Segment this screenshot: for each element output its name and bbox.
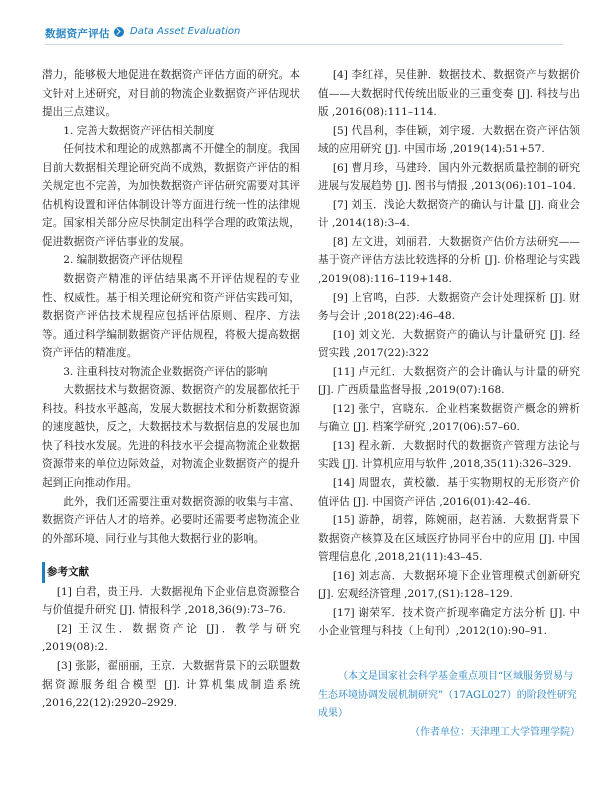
section-heading: 1. 完善大数据资产评估相关制度 — [63, 124, 215, 137]
reference-item: [12] 张宁，宫晓东．企业档案数据资产概念的辨析与确立 [J]. 档案学研究 ,2017(06):57–60. — [318, 402, 580, 434]
section-heading: 3. 注重科技对物流企业数据资产评估的影响 — [63, 365, 268, 378]
reference-item: [11] 卢元红．大数据资产的会计确认与计量的研究 [J]. 广西质量监督导报 ,2019(07):168. — [318, 365, 580, 397]
reference-item: [8] 左文进，刘丽君．大数据资产估价方法研究——基于资产评估方法比较选择的分析 [J]. 价格理论与实践 ,2019(08):116–119+148. — [318, 235, 580, 286]
references-section — [42, 562, 300, 712]
header-divider — [45, 44, 563, 45]
reference-item: [15] 游静，胡蓉，陈婉丽，赵若涵．大数据背景下数据资产核算及在区域医疗协同平台中的应用 [J]. 中国管理信息化 ,2018,21(11):43–45. — [318, 514, 580, 564]
funding-note: （本文是国家社会科学基金重点项目“区域服务贸易与生态环境协调发展机制研究”（17AGL027）的阶段性研究成果） — [318, 671, 577, 719]
reference-item: [9] 上官鸣，白莎．大数据资产会计处理探析 [J]. 财务与会计 ,2018(22):46–48. — [318, 291, 580, 323]
paragraph: 任何技术和理论的成熟都离不开健全的制度。我国目前大数据相关理论研究尚不成熟，数据资产评估的相关规定也不完善，为加快数据资产评估研究需要对其评估机构设置和评估体制设计等方面进行统一性的法律规定。国家相关部分应尽快制定出科学合理的政策法规，促进数据资产评估事业的发展。 — [42, 143, 300, 248]
section-heading: 2. 编制数据资产评估规程 — [63, 254, 183, 267]
reference-item: [4] 李红祥，吴佳翀．数据技术、数据资产与数据价值——大数据时代传统出版业的三重变奏 [J]. 科技与出版 ,2016(08):111–114. — [318, 69, 580, 119]
paragraph: 此外，我们还需要注重对数据资源的收集与丰富、数据资产评估人才的培养。必要时还需要考虑物流企业的外部环境、同行业与其他大数据行业的影响。 — [42, 495, 300, 545]
reference-item: [1] 白君，贵王丹．大数据视角下企业信息资源整合与价值提升研究 [J]. 情报科学 ,2018,36(9):73–76. — [42, 585, 300, 617]
chevron-circle-icon — [114, 27, 124, 37]
journal-section-title: 数据资产评估 — [45, 28, 110, 40]
reference-item: [17] 谢荣军．技术资产折现率确定方法分析 [J]. 中小企业管理与科技（上旬刊）,2012(10):90–91. — [318, 606, 580, 638]
paragraph: 潜力，能够极大地促进在数据资产评估方面的研究。本文针对上述研究，对目前的物流企业数据资产评估现状提出三点建议。 — [42, 69, 300, 119]
reference-item: [13] 程永新．大数据时代的数据资产管理方法论与实践 [J]. 计算机应用与软件 ,2018,35(11):326–329. — [318, 439, 580, 471]
paragraph: 大数据技术与数据资源、数据资产的发展都依托于科技。科技水平越高，发展大数据技术和分析数据资源的速度越快，反之，大数据技术与数据信息的发展也加快了科技水发展。先进的科技水平会提高物流企业数据资源带来的单位边际效益，对物流企业数据资产的提升起到正向推动作用。 — [42, 384, 300, 490]
running-header — [0, 0, 603, 52]
left-column — [42, 66, 300, 713]
reference-item: [5] 代昌利，李佳颖，刘宇瑷．大数据在资产评估领域的应用研究 [J]. 中国市场 ,2019(14):51+57. — [318, 124, 580, 156]
reference-item: [14] 周盟农，黄校徽．基于实物期权的无形资产价值评估 [J]. 中国资产评估 ,2016(01):42–46. — [318, 477, 580, 508]
article-footnote — [318, 668, 580, 742]
author-affiliation: （作者单位：天津理工大学管理学院） — [410, 726, 580, 738]
reference-item: [6] 曹月珍，马建玲．国内外元数据质量控制的研究进展与发展趋势 [J]. 图书与情报 ,2013(06):101–104. — [318, 161, 580, 193]
reference-item: [3] 张影，翟丽丽，王京．大数据背景下的云联盟数据资源服务组合模型 [J]. 计算机集成制造系统 ,2016,22(12):2920–2929. — [42, 659, 300, 710]
reference-item: [16] 刘志高．大数据环境下企业管理模式创新研究 [J]. 宏观经济管理 ,2017,(S1):128–129. — [318, 569, 580, 601]
journal-section-subtitle: Data Asset Evaluation — [130, 26, 241, 37]
reference-item: [2] 王汉生．数据资产论 [J]．教学与研究 ,2019(08):2. — [42, 622, 300, 654]
references-heading: 参考文献 — [42, 562, 95, 583]
reference-item: [7] 刘玉．浅论大数据资产的确认与计量 [J]. 商业会计 ,2014(18):3–4. — [318, 198, 580, 230]
reference-item: [10] 刘文光．大数据资产的确认与计量研究 [J]. 经贸实践 ,2017(22):322 — [318, 328, 580, 360]
right-column — [318, 66, 580, 641]
paragraph: 数据资产精准的评估结果离不开评估规程的专业性、权威性。基于相关理论研究和资产评估实践可知，数据资产评估技术规程应包括评估原则、程序、方法等。通过科学编制数据资产评估规程，将极大提高数据资产评估的精准度。 — [42, 273, 300, 360]
